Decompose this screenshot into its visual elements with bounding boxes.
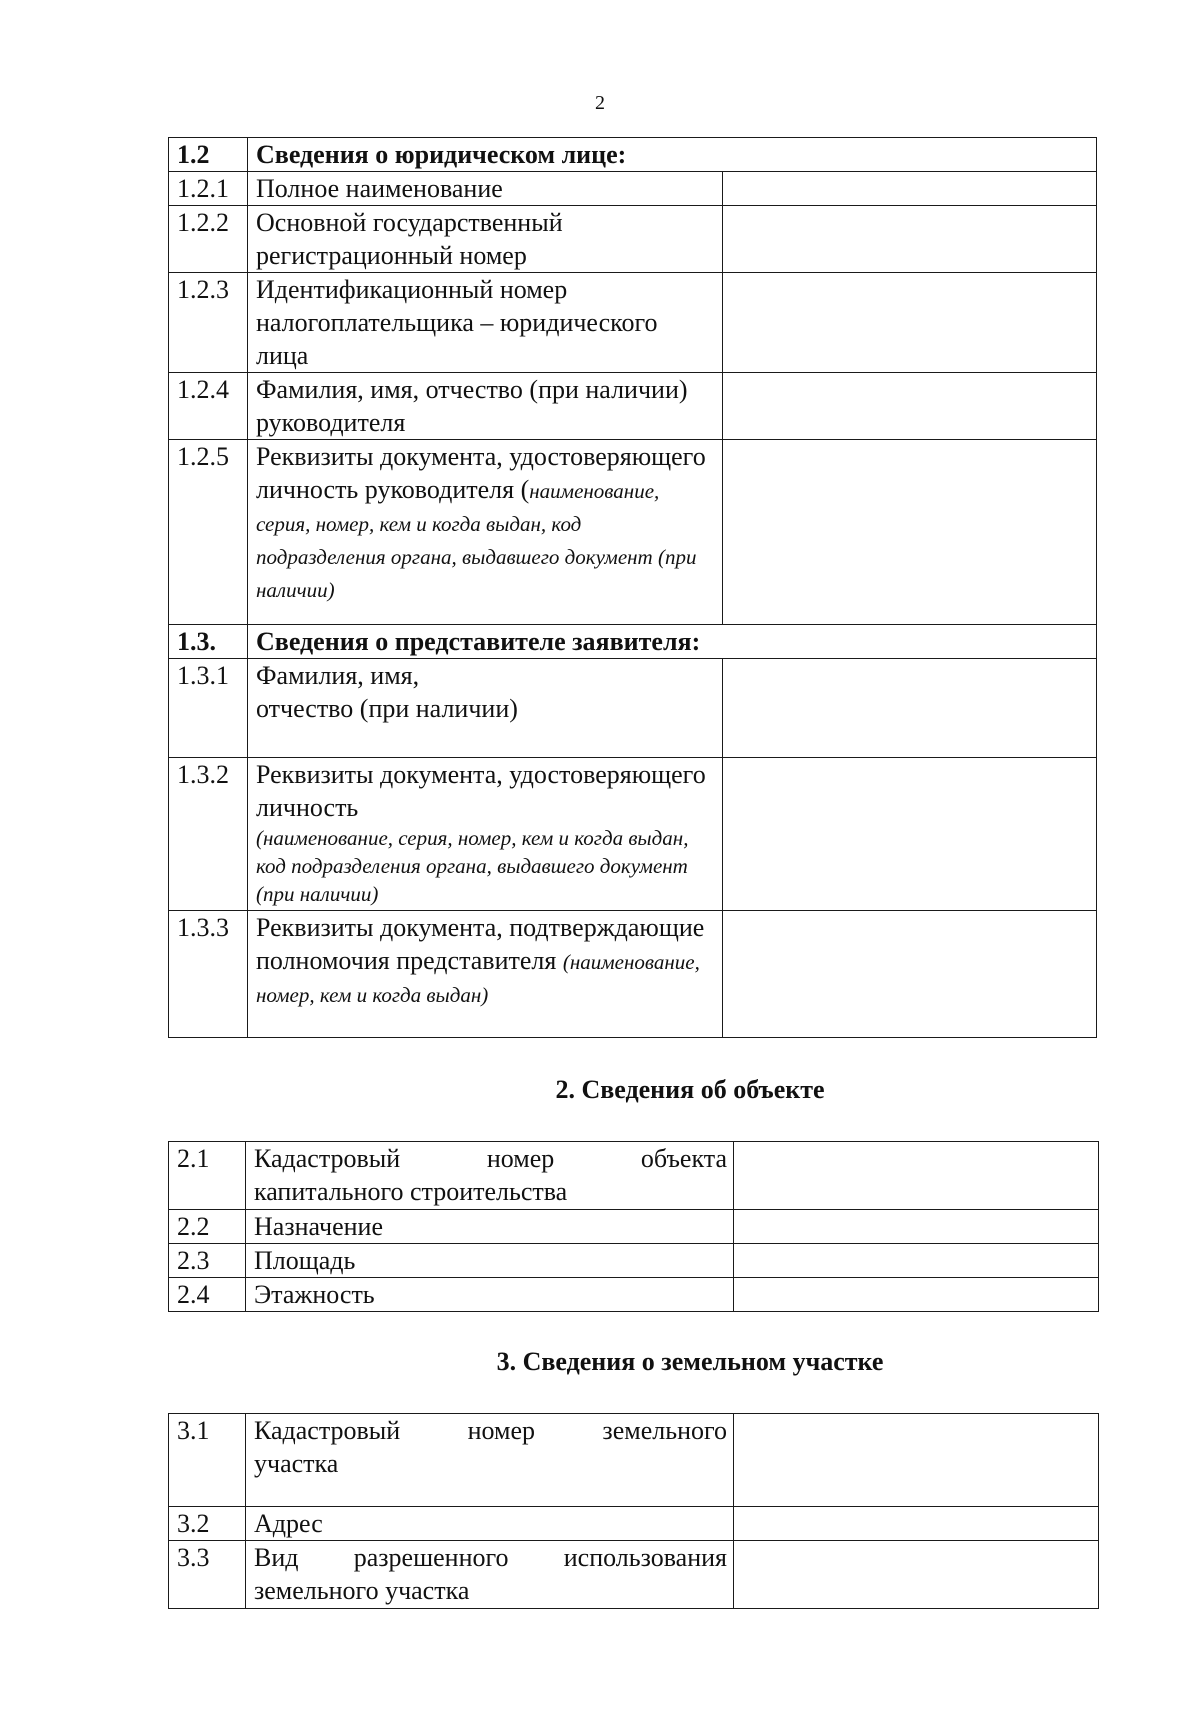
row-number: 2.4 — [169, 1278, 246, 1312]
page-number: 2 — [595, 92, 605, 114]
row-label-note: (наименование, серия, номер, кем и когда выдан, код подразделения органа, выдавшего документ (при наличии) — [256, 826, 689, 906]
table-row — [169, 1210, 1099, 1244]
row-label-note: (наименование, номер, кем и когда выдан) — [256, 950, 700, 1007]
value-cell-director-name[interactable] — [723, 373, 1097, 440]
object-info-table — [168, 1141, 1099, 1312]
row-number: 3.1 — [169, 1414, 246, 1507]
table-row — [169, 440, 1097, 625]
row-number: 2.1 — [169, 1142, 246, 1210]
row-label: Адрес — [246, 1507, 734, 1541]
value-cell-full-name[interactable] — [723, 172, 1097, 206]
row-number: 1.2.4 — [169, 373, 248, 440]
row-label — [248, 659, 723, 758]
row-label-line: Кадастровый номер земельного — [254, 1416, 727, 1445]
table-row — [169, 911, 1097, 1038]
row-label-note: наименование, серия, номер, кем и когда выдан, код подразделения органа, выдавшего документ (при наличии) — [256, 479, 697, 602]
section-3-title: 3. Сведения о земельном участке — [496, 1347, 884, 1376]
value-cell-authority-document[interactable] — [723, 911, 1097, 1038]
row-label-text: Реквизиты документа, подтверждающие полномочия представителя — [256, 913, 705, 975]
row-label — [248, 911, 723, 1038]
row-number: 1.2.3 — [169, 273, 248, 373]
row-label-line: Кадастровый номер объекта — [254, 1144, 727, 1173]
row-number: 1.3.2 — [169, 758, 248, 911]
value-cell-address[interactable] — [734, 1507, 1099, 1541]
row-number: 1.2 — [169, 138, 248, 172]
row-label: Полное наименование — [248, 172, 723, 206]
table-row — [169, 1244, 1099, 1278]
value-cell-purpose[interactable] — [734, 1210, 1099, 1244]
row-label-line: капитального строительства — [254, 1177, 568, 1206]
row-number: 1.2.5 — [169, 440, 248, 625]
value-cell-floors[interactable] — [734, 1278, 1099, 1312]
value-cell-ogrn[interactable] — [723, 206, 1097, 273]
table-row — [169, 273, 1097, 373]
value-cell-land-cadastral-number[interactable] — [734, 1414, 1099, 1507]
row-label — [246, 1142, 734, 1210]
row-label-text: Реквизиты документа, удостоверяющего личность — [256, 760, 706, 822]
section-2-title: 2. Сведения об объекте — [555, 1075, 825, 1104]
row-number: 3.2 — [169, 1507, 246, 1541]
row-label: Фамилия, имя, отчество (при наличии) руководителя — [248, 373, 723, 440]
section-header-row — [169, 138, 1097, 172]
table-row — [169, 373, 1097, 440]
row-number: 1.3.1 — [169, 659, 248, 758]
row-label: Этажность — [246, 1278, 734, 1312]
value-cell-cadastral-number[interactable] — [734, 1142, 1099, 1210]
section-header-row — [169, 625, 1097, 659]
row-number: 2.2 — [169, 1210, 246, 1244]
row-label-line: Вид разрешенного использования — [254, 1543, 727, 1572]
table-row — [169, 1278, 1099, 1312]
table-row — [169, 758, 1097, 911]
row-label-text: Реквизиты документа, удостоверяющего личность руководителя ( — [256, 442, 706, 504]
row-label — [246, 1541, 734, 1609]
value-cell-area[interactable] — [734, 1244, 1099, 1278]
value-cell-representative-document[interactable] — [723, 758, 1097, 911]
row-label: Идентификационный номер налогоплательщика – юридического лица — [248, 273, 723, 373]
applicant-info-table — [168, 137, 1097, 1038]
value-cell-inn[interactable] — [723, 273, 1097, 373]
row-number: 3.3 — [169, 1541, 246, 1609]
value-cell-permitted-use[interactable] — [734, 1541, 1099, 1609]
value-cell-representative-name[interactable] — [723, 659, 1097, 758]
row-label-line: Фамилия, имя, — [256, 661, 420, 690]
row-number: 1.3. — [169, 625, 248, 659]
row-label — [246, 1414, 734, 1507]
row-label — [248, 758, 723, 911]
row-label: Назначение — [246, 1210, 734, 1244]
row-number: 2.3 — [169, 1244, 246, 1278]
table-row — [169, 659, 1097, 758]
table-row — [169, 1142, 1099, 1210]
table-row — [169, 1414, 1099, 1507]
table-row — [169, 1541, 1099, 1609]
land-plot-table — [168, 1413, 1099, 1609]
row-number: 1.2.2 — [169, 206, 248, 273]
value-cell-director-document[interactable] — [723, 440, 1097, 625]
row-label-line: участка — [254, 1449, 339, 1478]
row-label-line: отчество (при наличии) — [256, 694, 518, 723]
table-row — [169, 172, 1097, 206]
row-label-line: земельного участка — [254, 1576, 470, 1605]
row-number: 1.3.3 — [169, 911, 248, 1038]
row-label — [248, 440, 723, 625]
table-row — [169, 206, 1097, 273]
section-header-label: Сведения о юридическом лице: — [248, 138, 1097, 172]
row-label: Площадь — [246, 1244, 734, 1278]
row-number: 1.2.1 — [169, 172, 248, 206]
table-row — [169, 1507, 1099, 1541]
row-label: Основной государственный регистрационный номер — [248, 206, 723, 273]
section-header-label: Сведения о представителе заявителя: — [248, 625, 1097, 659]
